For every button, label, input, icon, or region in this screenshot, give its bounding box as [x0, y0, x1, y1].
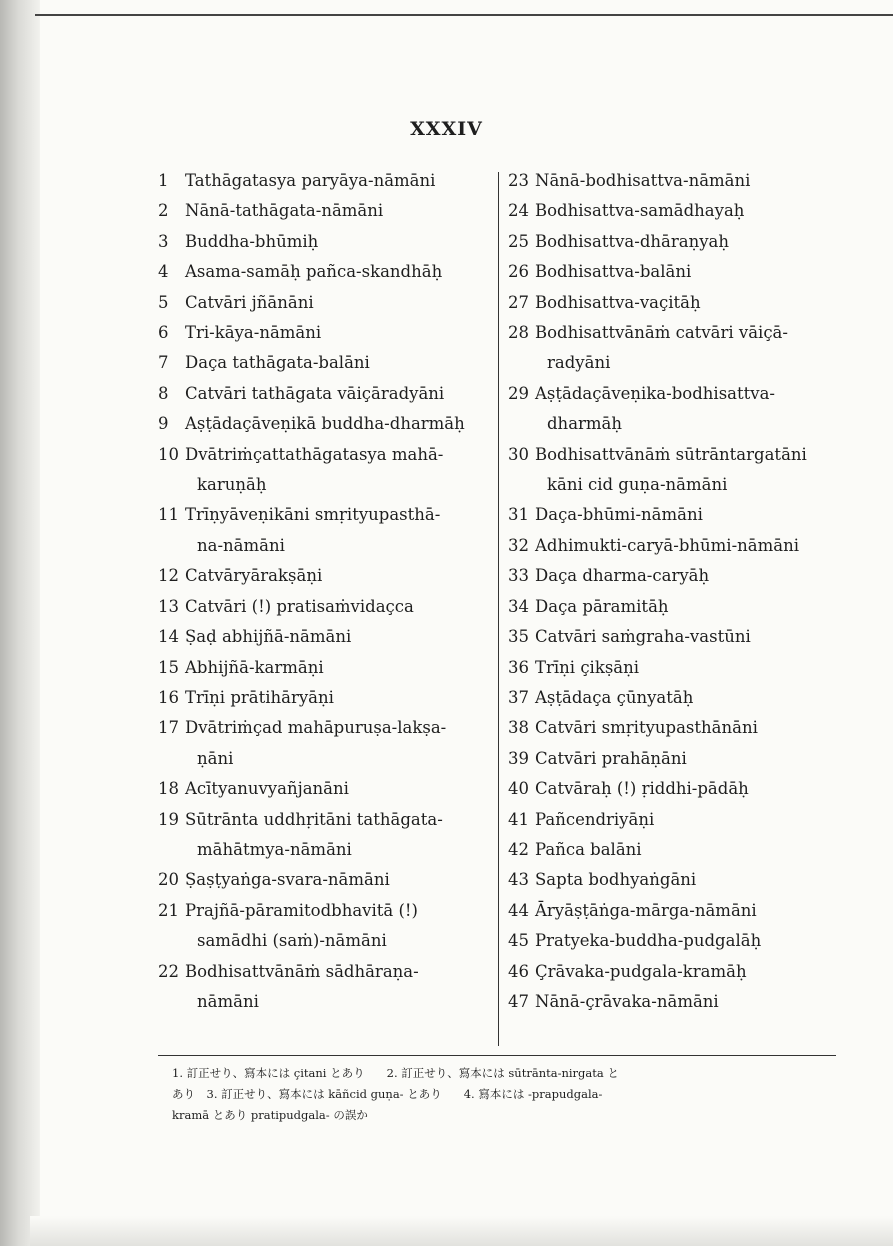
entry-number: 25 [508, 231, 529, 251]
entry-title: Buddha-bhūmiḥ [185, 231, 319, 251]
entry [158, 683, 492, 713]
entry-number: 27 [508, 292, 529, 312]
entry-continuation [158, 835, 492, 865]
entry-title: Bodhisattvānāṁ sādhāraṇa- [185, 961, 419, 981]
contents-column-left [158, 166, 492, 1046]
entry-number: 15 [158, 657, 179, 677]
entry-title: Ṣaḍ abhijñā-nāmāni [185, 627, 352, 647]
entry [158, 196, 492, 226]
entry-number: 3 [158, 231, 169, 251]
entry-number: 14 [158, 627, 179, 647]
entry-title: Acītyanuvyañjanāni [185, 779, 349, 799]
entry-title: Āryāṣṭāṅga-mārga-nāmāni [535, 900, 757, 920]
entry-title: Bodhisattva-balāni [535, 262, 692, 282]
entry [158, 409, 492, 439]
entry-number: 22 [158, 961, 179, 981]
entry-continuation [508, 348, 843, 378]
entry-title: Adhimukti-caryā-bhūmi-nāmāni [535, 535, 799, 555]
page-header: XXXIV [410, 118, 483, 140]
entry [508, 683, 843, 713]
entry-continuation [508, 470, 843, 500]
entry [158, 318, 492, 348]
entry-title: Nānā-bodhisattva-nāmāni [535, 171, 751, 190]
entry-title: Daça tathāgata-balāni [185, 353, 370, 373]
entry-number: 41 [508, 809, 529, 829]
top-rule [35, 14, 893, 16]
entry [508, 500, 843, 530]
entry [508, 957, 843, 987]
entry-number: 1 [158, 171, 169, 190]
entry-number: 17 [158, 718, 179, 738]
entry [508, 713, 843, 743]
entry-number: 47 [508, 991, 529, 1011]
entry-title: Catvāri smṛityupasthānāni [535, 718, 758, 738]
entry-title: Aṣṭādaçāveṇika-bodhisattva- [535, 383, 775, 403]
entry [508, 531, 843, 561]
entry-number: 13 [158, 596, 179, 616]
entry [158, 561, 492, 591]
entry-title: Catvāri saṁgraha-vastūni [535, 627, 751, 647]
entry-continuation [508, 409, 843, 439]
entry-title: Abhijñā-karmāṇi [185, 657, 324, 677]
entry [508, 744, 843, 774]
entry-number: 33 [508, 566, 529, 586]
footnote-text: 2. 訂正せり、寫本には sūtrānta-nirgata と [386, 1066, 619, 1080]
entry-title: Bodhisattvānāṁ catvāri vāiçā- [535, 323, 788, 343]
entry [508, 196, 843, 226]
entry-number: 6 [158, 323, 169, 343]
entry [508, 926, 843, 956]
entry-number: 43 [508, 870, 529, 890]
entry-title: Pañca balāni [535, 839, 642, 859]
entry [158, 865, 492, 895]
entry-title: Daça pāramitāḥ [535, 596, 669, 616]
entry-title: Aṣṭādaça çūnyatāḥ [535, 687, 694, 707]
footnote-text: 4. 寫本には -prapudgala- [463, 1087, 603, 1101]
entry-number: 7 [158, 353, 169, 373]
entry-number: 46 [508, 961, 529, 981]
entry-number: 10 [158, 444, 179, 464]
footnote-line [172, 1063, 832, 1084]
entry-number: 42 [508, 839, 529, 859]
footnote-line [172, 1084, 832, 1105]
entry-number: 4 [158, 262, 169, 282]
entry-continuation [158, 470, 492, 500]
entry [158, 227, 492, 257]
entry-title: Sūtrānta uddhṛitāni tathāgata- [185, 809, 443, 829]
entry [158, 957, 492, 987]
entry-title-continued: dharmāḥ [547, 414, 623, 434]
entry [158, 622, 492, 652]
footnotes [172, 1063, 832, 1126]
entry-title: Catvāryārakṣāṇi [185, 566, 323, 586]
entry-title: Asama-samāḥ pañca-skandhāḥ [185, 262, 443, 282]
entry-number: 29 [508, 383, 529, 403]
entry [158, 348, 492, 378]
entry-title: Daça dharma-caryāḥ [535, 566, 710, 586]
page-binding-edge [0, 0, 40, 1246]
entry-title: Tathāgatasya paryāya-nāmāni [185, 171, 436, 190]
entry-continuation [158, 987, 492, 1017]
entry-number: 16 [158, 687, 179, 707]
entry-number: 24 [508, 201, 529, 221]
entry-title: Bodhisattva-dhāraṇyaḥ [535, 231, 729, 251]
entry-title-continued: ṇāni [197, 748, 234, 768]
entry-number: 5 [158, 292, 169, 312]
entry-title: Catvāri prahāṇāni [535, 748, 687, 768]
contents-column-right [508, 166, 843, 1046]
footnote-text: 1. 訂正せり、寫本には çitani とあり [172, 1066, 365, 1080]
entry-number: 39 [508, 748, 529, 768]
entry-title: Nānā-tathāgata-nāmāni [185, 201, 384, 221]
entry [508, 987, 843, 1017]
entry-number: 23 [508, 171, 529, 190]
entry-number: 37 [508, 687, 529, 707]
entry [508, 774, 843, 804]
entry [508, 227, 843, 257]
entry [508, 622, 843, 652]
entry-continuation [158, 531, 492, 561]
entry-number: 9 [158, 414, 169, 434]
footnote-line [172, 1105, 832, 1126]
entry [158, 653, 492, 683]
entry-title: Catvāraḥ (!) ṛiddhi-pādāḥ [535, 779, 749, 799]
entry [508, 561, 843, 591]
entry [508, 318, 843, 348]
entry-number: 32 [508, 535, 529, 555]
entry-number: 38 [508, 718, 529, 738]
entry [508, 805, 843, 835]
entry-number: 36 [508, 657, 529, 677]
entry-title: Bodhisattva-vaçitāḥ [535, 292, 701, 312]
entry-number: 21 [158, 900, 179, 920]
entry [158, 774, 492, 804]
entry [158, 592, 492, 622]
entry-title: Dvātriṁçattathāgatasya mahā- [185, 444, 444, 464]
entry-number: 19 [158, 809, 179, 829]
entry-number: 45 [508, 931, 529, 951]
entry-title: Trīṇyāveṇikāni smṛityupasthā- [185, 505, 441, 525]
entry [508, 257, 843, 287]
entry [158, 500, 492, 530]
entry-title: Tri-kāya-nāmāni [185, 323, 322, 343]
entry-title: Sapta bodhyaṅgāni [535, 870, 697, 890]
entry-title: Çrāvaka-pudgala-kramāḥ [535, 961, 747, 981]
entry-number: 35 [508, 627, 529, 647]
entry [158, 257, 492, 287]
entry-number: 20 [158, 870, 179, 890]
entry [158, 379, 492, 409]
entry-number: 34 [508, 596, 529, 616]
entry-number: 18 [158, 779, 179, 799]
entry [158, 713, 492, 743]
entry [508, 592, 843, 622]
entry-title: Dvātriṁçad mahāpuruṣa-lakṣa- [185, 718, 447, 738]
entry-title: Bodhisattva-samādhayaḥ [535, 201, 745, 221]
entry-number: 11 [158, 505, 179, 525]
entry-title-continued: samādhi (saṁ)-nāmāni [197, 931, 387, 951]
footnote-text: kramā とあり pratipudgala- の誤か [172, 1108, 368, 1122]
entry-title: Nānā-çrāvaka-nāmāni [535, 991, 719, 1011]
entry-title-continued: nāmāni [197, 991, 259, 1011]
entry-title: Daça-bhūmi-nāmāni [535, 505, 703, 525]
entry-title: Trīṇi prātihāryāṇi [185, 687, 334, 707]
entry-title: Catvāri jñānāni [185, 292, 314, 312]
entry-title-continued: karuṇāḥ [197, 475, 267, 495]
entry-title-continued: kāni cid guṇa-nāmāni [547, 475, 728, 495]
entry-title: Ṣaṣṭyaṅga-svara-nāmāni [185, 870, 390, 890]
footnote-text: あり 3. 訂正せり、寫本には kāñcid guṇa- とあり [172, 1087, 442, 1101]
entry [508, 896, 843, 926]
entry-title: Trīṇi çikṣāṇi [535, 657, 640, 677]
entry-title: Prajñā-pāramitodbhavitā (!) [185, 900, 418, 920]
entry-title: Pañcendriyāṇi [535, 809, 655, 829]
entry [158, 805, 492, 835]
entry-number: 2 [158, 201, 169, 221]
entry [508, 865, 843, 895]
entry [508, 166, 843, 196]
entry-number: 30 [508, 444, 529, 464]
page-bottom-edge [30, 1216, 893, 1246]
entry-title-continued: radyāni [547, 353, 611, 373]
entry [508, 288, 843, 318]
entry-number: 8 [158, 383, 169, 403]
entry [158, 288, 492, 318]
entry-continuation [158, 926, 492, 956]
entry-continuation [158, 744, 492, 774]
footnote-rule [158, 1055, 836, 1056]
column-divider [498, 172, 499, 1046]
entry [158, 440, 492, 470]
entry-title-continued: na-nāmāni [197, 535, 285, 555]
entry-title: Pratyeka-buddha-pudgalāḥ [535, 931, 762, 951]
entry [508, 440, 843, 470]
entry-number: 26 [508, 262, 529, 282]
entry [508, 653, 843, 683]
entry [508, 379, 843, 409]
entry [158, 166, 492, 196]
entry-title-continued: māhātmya-nāmāni [197, 839, 352, 859]
entry-number: 31 [508, 505, 529, 525]
entry [508, 835, 843, 865]
entry-number: 44 [508, 900, 529, 920]
entry-number: 28 [508, 323, 529, 343]
entry-title: Bodhisattvānāṁ sūtrāntargatāni [535, 444, 807, 464]
entry [158, 896, 492, 926]
entry-title: Aṣṭādaçāveṇikā buddha-dharmāḥ [185, 414, 465, 434]
entry-title: Catvāri tathāgata vāiçāradyāni [185, 383, 445, 403]
entry-number: 12 [158, 566, 179, 586]
entry-title: Catvāri (!) pratisaṁvidaçca [185, 596, 414, 616]
entry-number: 40 [508, 779, 529, 799]
